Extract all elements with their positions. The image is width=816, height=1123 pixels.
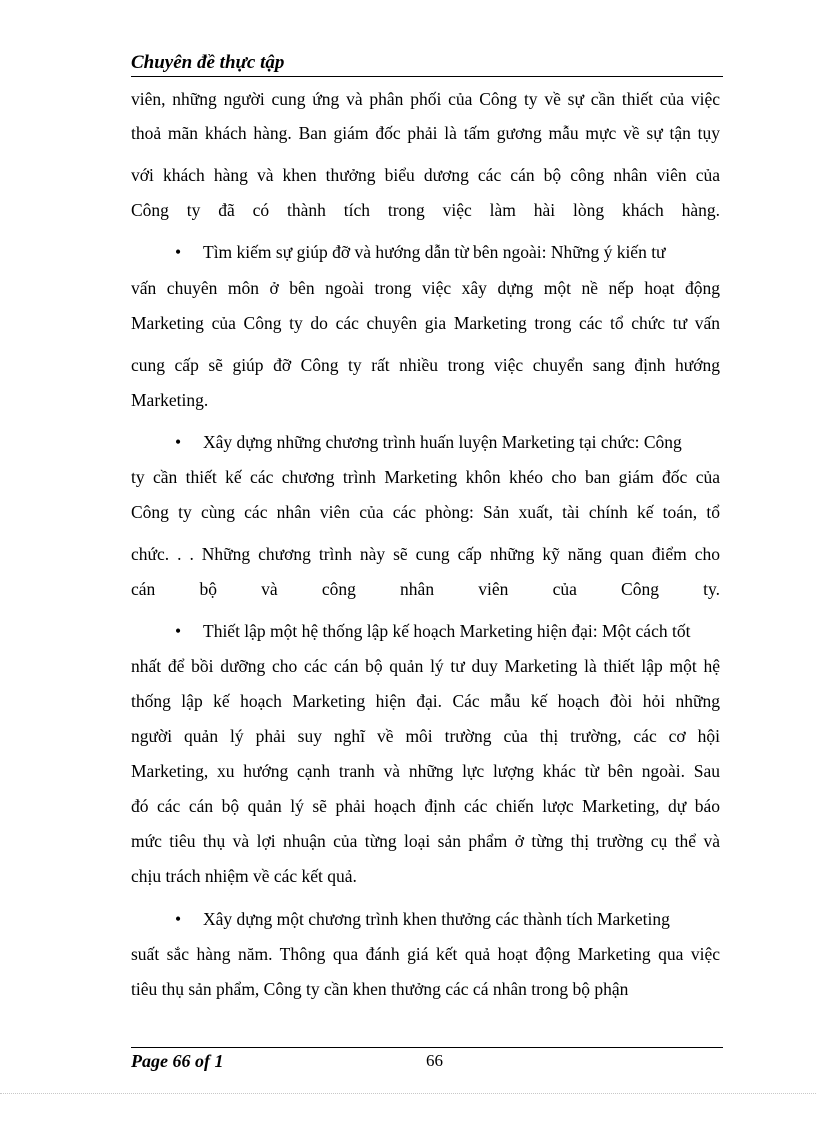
text-line: cung cấp sẽ giúp đỡ Công ty rất nhiều trong việc chuyển sang định hướng (131, 355, 720, 375)
page-footer (131, 1047, 723, 1078)
page-label: Page 66 of 1 (131, 1051, 224, 1071)
page-header (131, 50, 723, 77)
text-line: Công ty đã có thành tích trong việc làm hài lòng khách hàng. (131, 200, 720, 220)
text-line: nhất để bồi dưỡng cho các cán bộ quản lý tư duy Marketing là thiết lập một hệ (131, 656, 720, 676)
text-line: cán bộ và công nhân viên của Công ty. (131, 579, 720, 599)
text-line: viên, những người cung ứng và phân phối của Công ty về sự cần thiết của việc (131, 89, 720, 109)
header-title: Chuyên đề thực tập (131, 52, 285, 73)
bullet-line (131, 241, 720, 263)
page-divider (0, 1093, 816, 1094)
text-line: Thiết lập một hệ thống lập kế hoạch Marketing hiện đại: Một cách tốt (203, 621, 691, 641)
text-line: với khách hàng và khen thưởng biểu dương các cán bộ công nhân viên của (131, 165, 720, 185)
text-line: Marketing, xu hướng cạnh tranh và những lực lượng khác từ bên ngoài. Sau (131, 761, 720, 781)
text-line: chức. . . Những chương trình này sẽ cung cấp những kỹ năng quan điểm cho (131, 544, 720, 564)
page-number: 66 (426, 1051, 443, 1070)
text-line: Marketing. (131, 390, 209, 410)
text-line: suất sắc hàng năm. Thông qua đánh giá kết quả hoạt động Marketing qua việc (131, 944, 720, 964)
text-line: mức tiêu thụ và lợi nhuận của từng loại sản phẩm ở từng thị trường cụ thể và (131, 831, 720, 851)
bullet-line (131, 908, 720, 930)
text-line: chịu trách nhiệm về các kết quả. (131, 866, 357, 886)
text-line: đó các cán bộ quản lý sẽ phải hoạch định các chiến lược Marketing, dự báo (131, 796, 720, 816)
text-line: Công ty cùng các nhân viên của các phòng: Sản xuất, tài chính kế toán, tổ (131, 502, 720, 522)
bullet-icon: • (175, 909, 182, 929)
bullet-icon: • (175, 621, 182, 641)
text-line: thống lập kế hoạch Marketing hiện đại. Các mẫu kế hoạch đòi hỏi những (131, 691, 720, 711)
bullet-line (131, 620, 720, 642)
text-line: vấn chuyên môn ở bên ngoài trong việc xây dựng một nề nếp hoạt động (131, 278, 720, 298)
bullet-icon: • (175, 242, 182, 262)
text-line: ty cần thiết kế các chương trình Marketing khôn khéo cho ban giám đốc của (131, 467, 720, 487)
text-line: Xây dựng những chương trình huấn luyện Marketing tại chức: Công (203, 432, 682, 452)
bullet-line (131, 431, 720, 453)
text-line: Xây dựng một chương trình khen thưởng các thành tích Marketing (203, 909, 670, 929)
text-line: Marketing của Công ty do các chuyên gia Marketing trong các tổ chức tư vấn (131, 313, 720, 333)
text-line: người quản lý phải suy nghĩ về môi trường của thị trường, các cơ hội (131, 726, 720, 746)
text-line: thoả mãn khách hàng. Ban giám đốc phải là tấm gương mẫu mực về sự tận tụy (131, 123, 720, 143)
bullet-icon: • (175, 432, 182, 452)
text-line: tiêu thụ sản phẩm, Công ty cần khen thưởng các cá nhân trong bộ phận (131, 979, 629, 999)
text-line: Tìm kiếm sự giúp đỡ và hướng dẫn từ bên ngoài: Những ý kiến tư (203, 242, 666, 262)
